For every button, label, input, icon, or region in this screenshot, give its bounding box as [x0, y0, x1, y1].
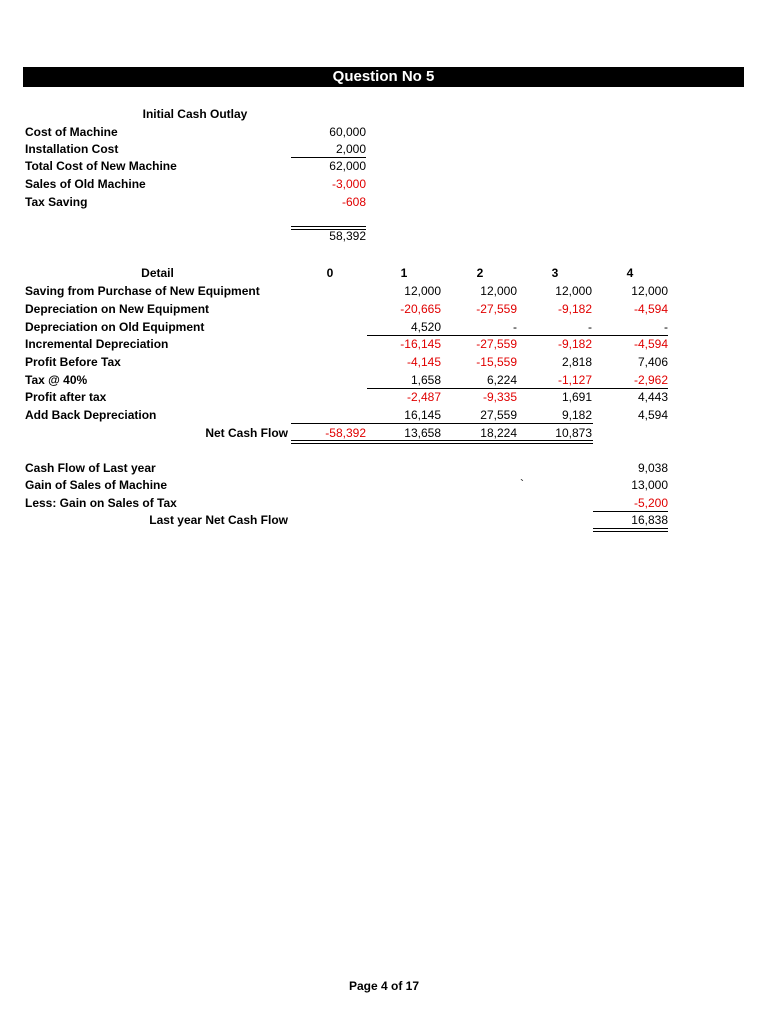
- row-label: Saving from Purchase of New Equipment: [25, 284, 260, 298]
- row-label: Cash Flow of Last year: [25, 461, 156, 475]
- year-header: 3: [551, 266, 559, 280]
- year-header: 0: [326, 266, 334, 280]
- cell-value: 6,224: [486, 373, 517, 387]
- cell-value: -27,559: [476, 302, 517, 316]
- cell-value: -: [513, 320, 517, 334]
- cell-value: 1,658: [410, 373, 441, 387]
- row-label: Tax Saving: [25, 195, 88, 209]
- row-label: Tax @ 40%: [25, 373, 88, 387]
- cell-value: 2,818: [561, 355, 592, 369]
- cell-value: 12,000: [631, 284, 668, 298]
- cell-value: -: [664, 320, 668, 334]
- row-label: Depreciation on Old Equipment: [25, 320, 205, 334]
- cell-value: -2,962: [633, 373, 668, 387]
- last-year-net-value: 16,838: [631, 513, 668, 527]
- cell-value: 12,000: [480, 284, 517, 298]
- row-value: 2,000: [335, 142, 366, 156]
- row-label: Cost of Machine: [25, 125, 118, 139]
- row-label: Profit Before Tax: [25, 355, 121, 369]
- cell-value: 4,594: [637, 408, 668, 422]
- divider: [291, 423, 593, 424]
- net-cash-flow-value: -58,392: [325, 426, 366, 440]
- net-cash-flow-label: Net Cash Flow: [205, 426, 288, 440]
- divider: [367, 335, 668, 336]
- cell-value: -: [588, 320, 592, 334]
- cell-value: 12,000: [404, 284, 441, 298]
- row-label: Gain of Sales of Machine: [25, 478, 168, 492]
- cell-value: 16,145: [404, 408, 441, 422]
- cell-value: -16,145: [400, 337, 441, 351]
- net-cash-flow-value: 18,224: [480, 426, 517, 440]
- row-value: 62,000: [329, 159, 366, 173]
- cell-value: 1,691: [561, 390, 592, 404]
- cell-value: 9,182: [561, 408, 592, 422]
- cell-value: -9,182: [557, 337, 592, 351]
- row-label: Incremental Depreciation: [25, 337, 169, 351]
- row-label: Sales of Old Machine: [25, 177, 146, 191]
- row-label: Profit after tax: [25, 390, 107, 404]
- net-cash-flow-value: 13,658: [404, 426, 441, 440]
- page-footer: Page 4 of 17: [348, 979, 420, 993]
- divider: [593, 511, 668, 512]
- net-cash-flow-value: 10,873: [555, 426, 592, 440]
- row-value: -608: [341, 195, 366, 209]
- row-label: Add Back Depreciation: [25, 408, 157, 422]
- cell-value: 12,000: [555, 284, 592, 298]
- row-value: -3,000: [331, 177, 366, 191]
- cell-value: -1,127: [557, 373, 592, 387]
- stray-mark: `: [520, 477, 524, 491]
- cell-value: -4,145: [406, 355, 441, 369]
- cell-value: -2,487: [406, 390, 441, 404]
- row-value: 13,000: [631, 478, 668, 492]
- row-label: Depreciation on New Equipment: [25, 302, 210, 316]
- year-header: 1: [400, 266, 408, 280]
- cell-value: -20,665: [400, 302, 441, 316]
- year-header: 4: [626, 266, 634, 280]
- last-year-net-label: Last year Net Cash Flow: [149, 513, 288, 527]
- divider: [367, 388, 668, 389]
- cell-value: -27,559: [476, 337, 517, 351]
- row-label: Total Cost of New Machine: [25, 159, 177, 173]
- row-label: Installation Cost: [25, 142, 119, 156]
- cell-value: -15,559: [476, 355, 517, 369]
- cell-value: -9,335: [482, 390, 517, 404]
- divider: [593, 528, 668, 532]
- cell-value: 7,406: [637, 355, 668, 369]
- cell-value: -4,594: [633, 302, 668, 316]
- page-title: Question No 5: [23, 67, 744, 87]
- cell-value: -9,182: [557, 302, 592, 316]
- row-value: 9,038: [637, 461, 668, 475]
- initial-outlay-heading: Initial Cash Outlay: [142, 107, 248, 121]
- divider: [291, 157, 366, 158]
- cell-value: -4,594: [633, 337, 668, 351]
- cell-value: 27,559: [480, 408, 517, 422]
- row-label: Less: Gain on Sales of Tax: [25, 496, 177, 510]
- cell-value: 4,443: [637, 390, 668, 404]
- year-header: 2: [476, 266, 484, 280]
- detail-heading: Detail: [141, 266, 174, 280]
- row-value: 60,000: [329, 125, 366, 139]
- cell-value: 4,520: [410, 320, 441, 334]
- row-value: -5,200: [633, 496, 668, 510]
- initial-outlay-total: 58,392: [329, 229, 366, 243]
- divider: [291, 440, 593, 444]
